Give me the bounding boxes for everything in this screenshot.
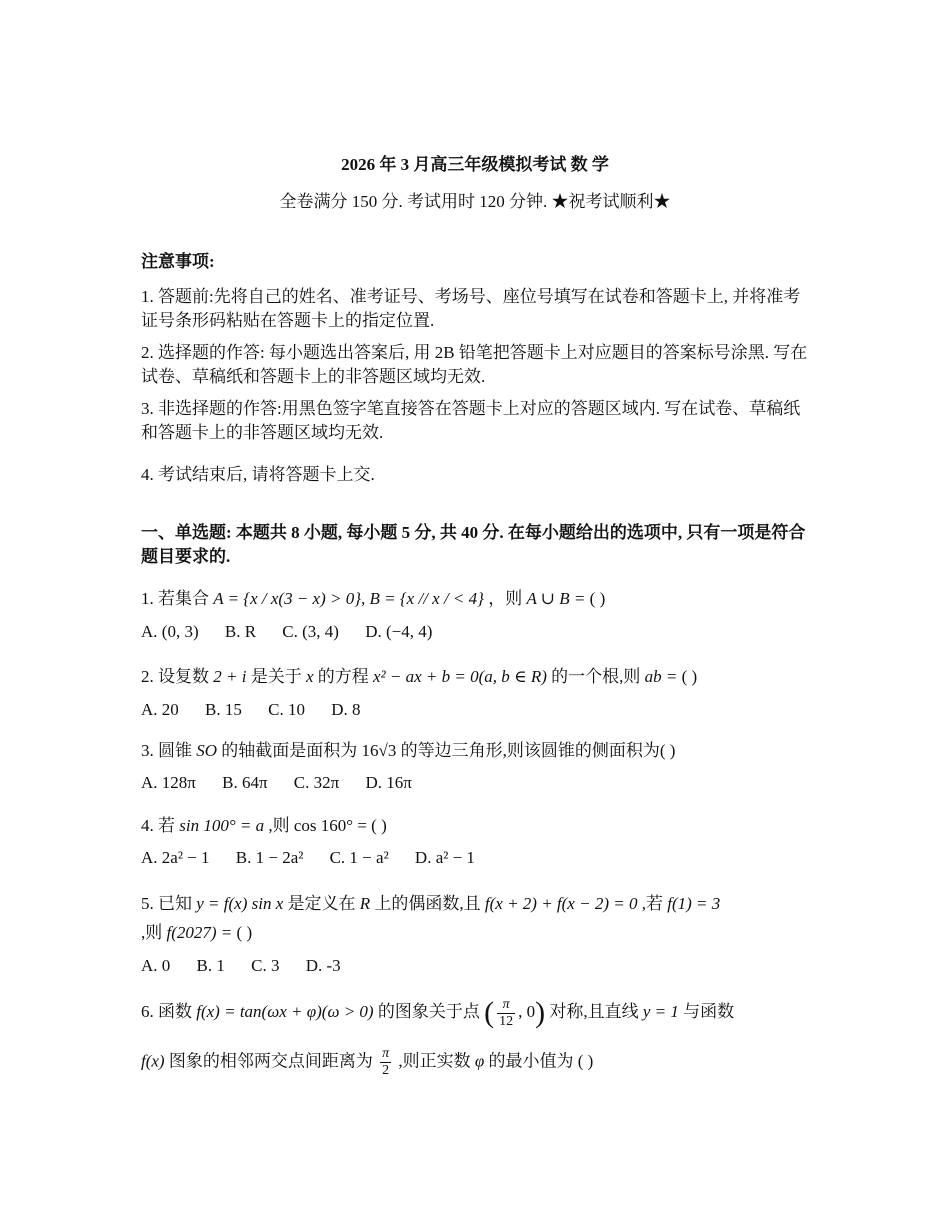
q5-t2: 上的偶函数,且: [374, 894, 481, 913]
q5-suffix: ( ): [236, 923, 253, 942]
notice-heading: 注意事项:: [141, 252, 215, 271]
q6-point-open-paren: (: [484, 996, 495, 1029]
q3-t1: 的轴截面是面积为: [221, 741, 358, 760]
q6-distance-numerator: π: [382, 1046, 390, 1061]
q1-option-d: D. (−4, 4): [365, 622, 433, 641]
q6-line2-t3: 的最小值为: [488, 1051, 574, 1071]
q1-mid: ，则: [488, 589, 523, 608]
question-5-line-2: [141, 918, 809, 943]
q6-prefix: 6. 函数: [141, 1001, 192, 1021]
q3-option-d: D. 16π: [365, 773, 412, 792]
exam-subtitle: 全卷满分 150 分. 考试用时 120 分钟. ★祝考试顺利★: [279, 192, 671, 211]
q1-option-b: B. R: [224, 622, 257, 641]
q4-option-c: C. 1 − a²: [329, 848, 389, 867]
q3-so: SO: [196, 741, 218, 760]
q2-x: x: [305, 667, 314, 686]
q5-R: R: [359, 894, 371, 913]
q3-options: [141, 773, 434, 793]
q4-options: [141, 848, 497, 868]
q5-option-d: D. -3: [305, 956, 341, 975]
question-2: [141, 662, 809, 687]
q3-option-c: C. 32π: [293, 773, 340, 792]
q3-option-a: A. 128π: [141, 773, 196, 792]
q6-distance-denominator: 2: [382, 1063, 390, 1078]
q6-t1: 的图象关于点: [377, 1001, 480, 1021]
q2-suffix: ( ): [681, 667, 698, 686]
q6-line2-t2: ,则正实数: [398, 1051, 471, 1071]
q4-expr: cos 160° =: [293, 816, 367, 835]
q3-prefix: 3. 圆锥: [141, 741, 192, 760]
q6-point-denominator: 12: [499, 1013, 514, 1029]
q5-func: y = f(x) sin x: [196, 894, 284, 913]
q5-t3: ,若: [641, 894, 663, 913]
q1-prefix: 1. 若集合: [141, 589, 209, 608]
q2-t2: 的方程: [317, 667, 369, 686]
q6-line2-func: f(x): [141, 1051, 165, 1071]
notice-item-4: 4. 考试结束后, 请将答题卡上交.: [141, 465, 375, 484]
q6-point-rest: , 0: [518, 1001, 536, 1021]
notice-item-3: 3. 非选择题的作答:用黑色签字笔直接答在答题卡上对应的答题区域内. 写在试卷、草稿纸和答题卡上的非答题区域均无效.: [141, 399, 801, 442]
q5-option-b: B. 1: [196, 956, 225, 975]
q6-t2: 对称,且直线: [549, 1001, 639, 1021]
q1-sets: A = {x / x(3 − x) > 0}, B = {x // x / < 4}: [213, 589, 484, 608]
q2-option-a: A. 20: [141, 700, 179, 719]
q1-suffix: ( ): [589, 589, 606, 608]
q6-distance-fraction: [380, 1046, 391, 1079]
q1-options: [141, 622, 454, 642]
question-6: [141, 996, 809, 1030]
q6-phi: φ: [474, 1051, 485, 1071]
notice-item-2: 2. 选择题的作答: 每小题选出答案后, 用 2B 铅笔把答题卡上对应题目的答案标号涂黑. 写在试卷、草稿纸和答题卡上的非答题区域均无效.: [141, 343, 808, 386]
q3-option-b: B. 64π: [222, 773, 268, 792]
q2-t1: 是关于: [250, 667, 302, 686]
q5-option-a: A. 0: [141, 956, 171, 975]
q5-line2-prefix: ,则: [141, 923, 163, 942]
q5-option-c: C. 3: [251, 956, 280, 975]
q4-condition: sin 100° = a: [179, 816, 265, 835]
q6-line: y = 1: [642, 1001, 679, 1021]
notice-item-1: 1. 答题前:先将自己的姓名、准考证号、考场号、座位号填写在试卷和答题卡上, 并将准考证号条形码粘贴在答题卡上的指定位置.: [141, 287, 801, 330]
q6-suffix: ( ): [577, 1051, 594, 1071]
q2-t3: 的一个根,则: [551, 667, 641, 686]
q2-option-d: D. 8: [331, 700, 361, 719]
q4-option-d: D. a² − 1: [414, 848, 475, 867]
q1-expr: A ∪ B =: [526, 589, 586, 608]
question-1: [141, 584, 809, 609]
q5-t1: 是定义在: [287, 894, 356, 913]
q2-equation: x² − ax + b = 0(a, b ∈ R): [373, 667, 547, 686]
section-1-title: 一、单选题: 本题共 8 小题, 每小题 5 分, 共 40 分. 在每小题给出的选项中, 只有一项是符合题目要求的.: [141, 523, 806, 566]
q2-option-b: B. 15: [205, 700, 242, 719]
exam-title: 2026 年 3 月高三年级模拟考试 数 学: [341, 155, 609, 174]
q6-func: f(x) = tan(ωx + φ)(ω > 0): [196, 1001, 374, 1021]
q6-point-numerator: π: [497, 997, 515, 1014]
q3-t2: 的等边三角形,则该圆锥的侧面积为( ): [400, 741, 676, 760]
question-5: [141, 889, 809, 914]
q2-ab: ab =: [644, 667, 678, 686]
q2-prefix: 2. 设复数: [141, 667, 209, 686]
q4-option-b: B. 1 − 2a²: [235, 848, 304, 867]
q4-option-a: A. 2a² − 1: [141, 848, 210, 867]
q5-options: [141, 956, 363, 976]
q2-option-c: C. 10: [268, 700, 305, 719]
question-3: [141, 736, 809, 761]
q5-expr: f(2027) =: [166, 923, 233, 942]
q2-z: 2 + i: [213, 667, 247, 686]
q4-prefix: 4. 若: [141, 816, 175, 835]
question-4: [141, 811, 809, 836]
q6-point-fraction: [497, 997, 515, 1030]
question-6-line-2: [141, 1046, 809, 1079]
q5-equation: f(x + 2) + f(x − 2) = 0: [484, 894, 638, 913]
q5-prefix: 5. 已知: [141, 894, 192, 913]
q6-t3: 与函数: [683, 1001, 735, 1021]
q2-options: [141, 700, 383, 720]
q4-t1: ,则: [268, 816, 290, 835]
q1-option-a: A. (0, 3): [141, 622, 199, 641]
q6-point-close-paren: ): [535, 996, 546, 1029]
q6-line2-t1: 图象的相邻两交点间距离为: [168, 1051, 373, 1071]
q1-option-c: C. (3, 4): [282, 622, 339, 641]
q5-condition: f(1) = 3: [667, 894, 721, 913]
q3-area: 16√3: [361, 741, 397, 760]
q4-suffix: ( ): [371, 816, 387, 835]
